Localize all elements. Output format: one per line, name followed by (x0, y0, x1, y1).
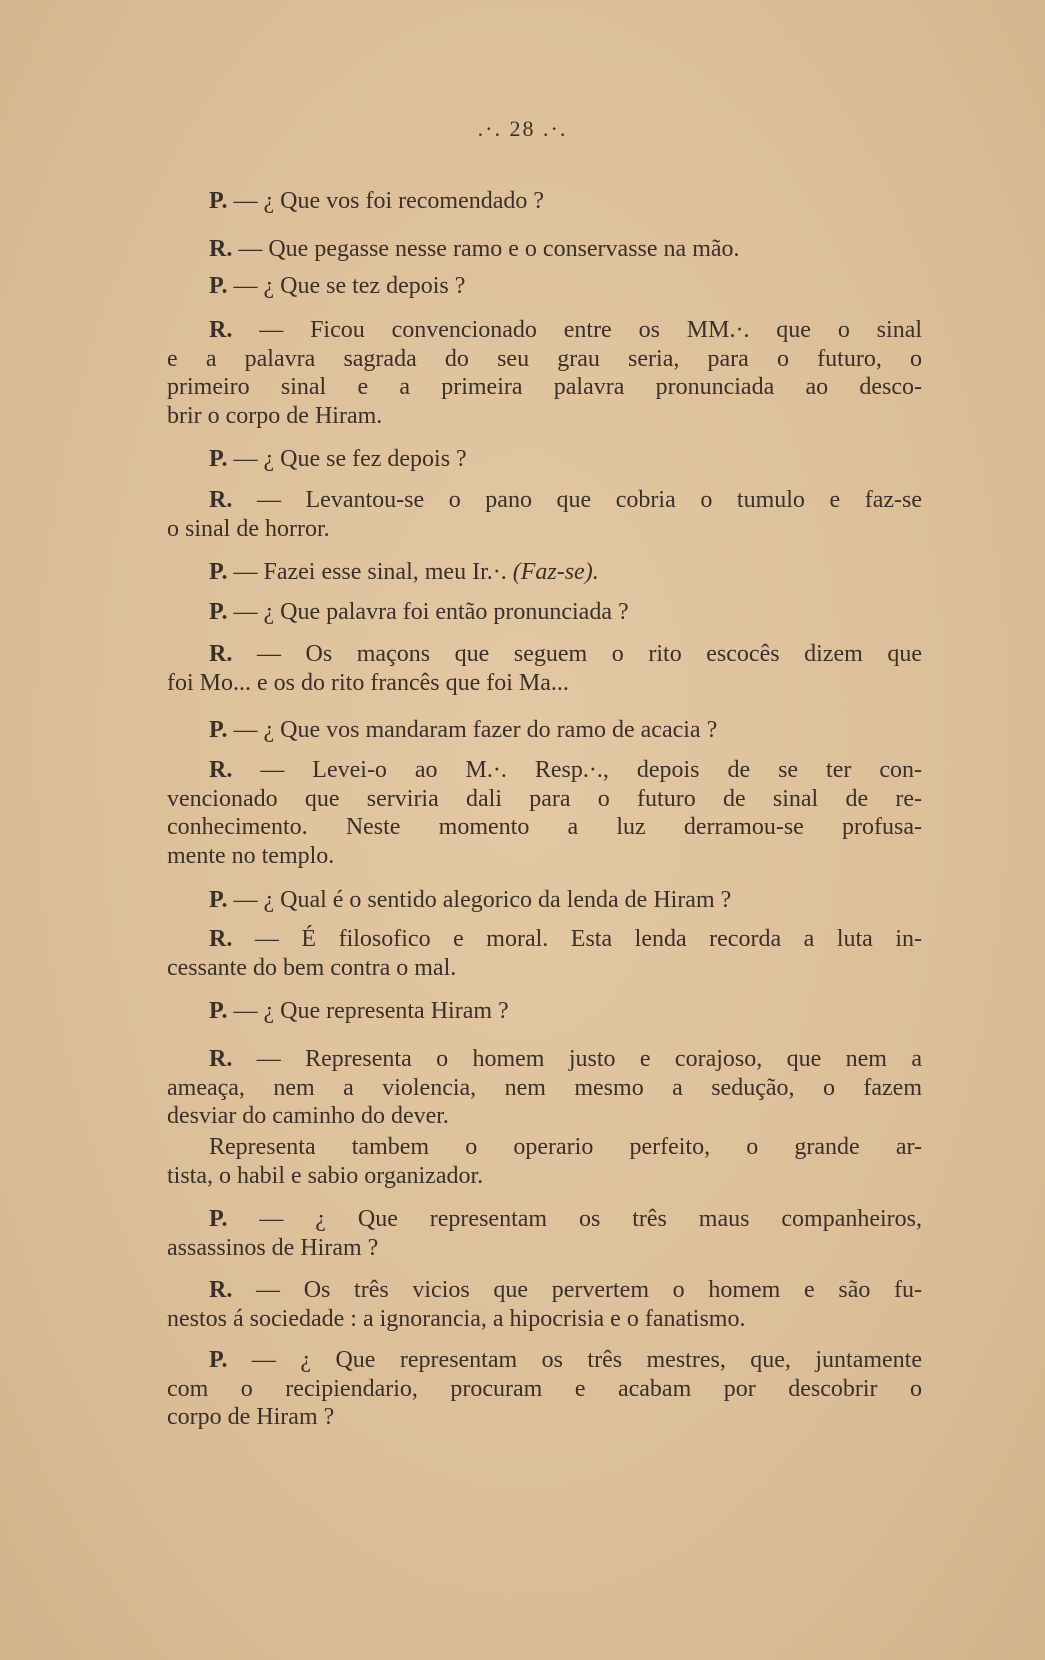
text-line (167, 640, 922, 669)
line-text: — ¿ Que se fez depois ? (233, 446, 467, 472)
speaker-label: R. (209, 236, 233, 262)
text-line (167, 235, 922, 264)
text-line (167, 373, 922, 402)
answer-paragraph (167, 1045, 922, 1131)
line-text: vencionado que serviria dali para o futuro de sinal de re- (167, 785, 922, 812)
speaker-label: P. (209, 1347, 228, 1373)
text-line (167, 486, 922, 515)
line-text: — Que pegasse nesse ramo e o conservasse na mão. (238, 236, 740, 262)
speaker-label: R. (209, 641, 233, 667)
line-text: — ¿ Que vos foi recomendado ? (233, 188, 545, 214)
line-text: — Levantou-se o pano que cobria o tumulo e faz-se (256, 487, 923, 513)
speaker-label: P. (209, 887, 228, 913)
line-text: ameaça, nem a violencia, nem mesmo a sedução, o fazem (167, 1074, 922, 1101)
text-line (167, 515, 922, 544)
speaker-label: P. (209, 998, 228, 1024)
line-text: — Os maçons que seguem o rito escocês dizem que (256, 641, 923, 667)
speaker-label: R. (209, 1277, 233, 1303)
question-paragraph (167, 558, 922, 587)
line-text: primeiro sinal e a primeira palavra pronunciada ao desco- (167, 374, 922, 400)
answer-paragraph (167, 925, 922, 982)
text-line (167, 1074, 922, 1103)
answer-paragraph (167, 1133, 922, 1190)
text-line (167, 842, 922, 871)
text-line (167, 886, 922, 915)
text-line (167, 1403, 922, 1432)
line-text: foi Mo... e os do rito francês que foi Ma... (167, 669, 569, 696)
text-line (167, 669, 922, 698)
text-line (167, 316, 922, 345)
line-text: — Levei-o ao M.·. Resp.·., depois de se ter con- (260, 757, 922, 783)
text-line (167, 1276, 922, 1305)
text-line (167, 1102, 922, 1131)
text-line (167, 598, 922, 627)
line-text: conhecimento. Neste momento a luz derramou-se profusa- (167, 814, 922, 840)
line-text: — ¿ Que se tez depois ? (233, 273, 466, 299)
text-line (167, 1045, 922, 1074)
answer-paragraph (167, 235, 922, 264)
answer-paragraph (167, 640, 922, 697)
text-line (167, 1234, 922, 1263)
text-line (167, 1205, 922, 1234)
question-paragraph (167, 272, 922, 301)
text-line (167, 813, 922, 842)
line-text: — Representa o homem justo e corajoso, que nem a (256, 1046, 923, 1072)
speaker-label: P. (209, 559, 228, 585)
text-line (167, 272, 922, 301)
speaker-label: R. (209, 1046, 233, 1072)
line-text: o sinal de horror. (167, 515, 330, 542)
line-text: — ¿ Que representam os três mestres, que, juntamente (251, 1347, 922, 1373)
line-text: — ¿ Que palavra foi então pronunciada ? (233, 599, 629, 625)
speaker-label: R. (209, 487, 233, 513)
text-line (167, 187, 922, 216)
speaker-label: P. (209, 446, 228, 472)
line-text: corpo de Hiram ? (167, 1404, 335, 1430)
line-text: — É filosofico e moral. Esta lenda recorda a luta in- (254, 926, 922, 952)
text-line (167, 402, 922, 431)
speaker-label: R. (209, 317, 233, 343)
line-text: Representa tambem o operario perfeito, o grande ar- (209, 1134, 922, 1160)
line-text: desviar do caminho do dever. (167, 1103, 449, 1129)
line-text: — ¿ Que representa Hiram ? (233, 998, 509, 1024)
question-paragraph (167, 1205, 922, 1262)
text-line (167, 1305, 922, 1334)
question-paragraph (167, 445, 922, 474)
line-text: tista, o habil e sabio organizador. (167, 1162, 484, 1189)
text-line (167, 345, 922, 374)
question-paragraph (167, 598, 922, 627)
page-number: .·. 28 .·. (477, 116, 568, 141)
text-line (167, 954, 922, 983)
text-line (167, 1375, 922, 1404)
line-text: e a palavra sagrada do seu grau seria, para o futuro, o (167, 345, 922, 372)
line-text: com o recipiendario, procuram e acabam por descobrir o (167, 1375, 922, 1402)
line-text: — Fazei esse sinal, meu Ir.·. (Faz-se). (233, 559, 599, 585)
line-text: mente no templo. (167, 842, 335, 869)
text-line (167, 997, 922, 1026)
speaker-label: P. (209, 717, 228, 743)
answer-paragraph (167, 316, 922, 430)
line-text: nestos á sociedade : a ignorancia, a hipocrisia e o fanatismo. (167, 1305, 746, 1332)
text-line (167, 925, 922, 954)
answer-paragraph (167, 486, 922, 543)
line-text: — ¿ Que representam os três maus companheiros, (259, 1206, 922, 1232)
line-text: assassinos de Hiram ? (167, 1234, 379, 1261)
question-paragraph (167, 997, 922, 1026)
answer-paragraph (167, 756, 922, 870)
stage-direction: (Faz-se). (512, 559, 599, 585)
line-text: brir o corpo de Hiram. (167, 402, 383, 429)
line-text: — ¿ Qual é o sentido alegorico da lenda de Hiram ? (233, 887, 732, 913)
answer-paragraph (167, 1276, 922, 1333)
text-line (167, 1133, 922, 1162)
speaker-label: P. (209, 1206, 228, 1232)
text-line (167, 445, 922, 474)
question-paragraph (167, 1346, 922, 1432)
line-text: — Os três vicios que pervertem o homem e são fu- (256, 1277, 923, 1303)
line-text: — ¿ Que vos mandaram fazer do ramo de acacia ? (233, 717, 718, 743)
speaker-label: P. (209, 599, 228, 625)
text-line (167, 785, 922, 814)
question-paragraph (167, 187, 922, 216)
speaker-label: R. (209, 926, 233, 952)
speaker-label: P. (209, 188, 228, 214)
text-line (167, 1346, 922, 1375)
speaker-label: R. (209, 757, 233, 783)
text-line (167, 756, 922, 785)
line-text: — Ficou convencionado entre os MM.·. que o sinal (259, 317, 923, 343)
text-line (167, 716, 922, 745)
line-text: cessante do bem contra o mal. (167, 954, 457, 981)
question-paragraph (167, 886, 922, 915)
speaker-label: P. (209, 273, 228, 299)
text-line (167, 1162, 922, 1191)
question-paragraph (167, 716, 922, 745)
text-line (167, 558, 922, 587)
